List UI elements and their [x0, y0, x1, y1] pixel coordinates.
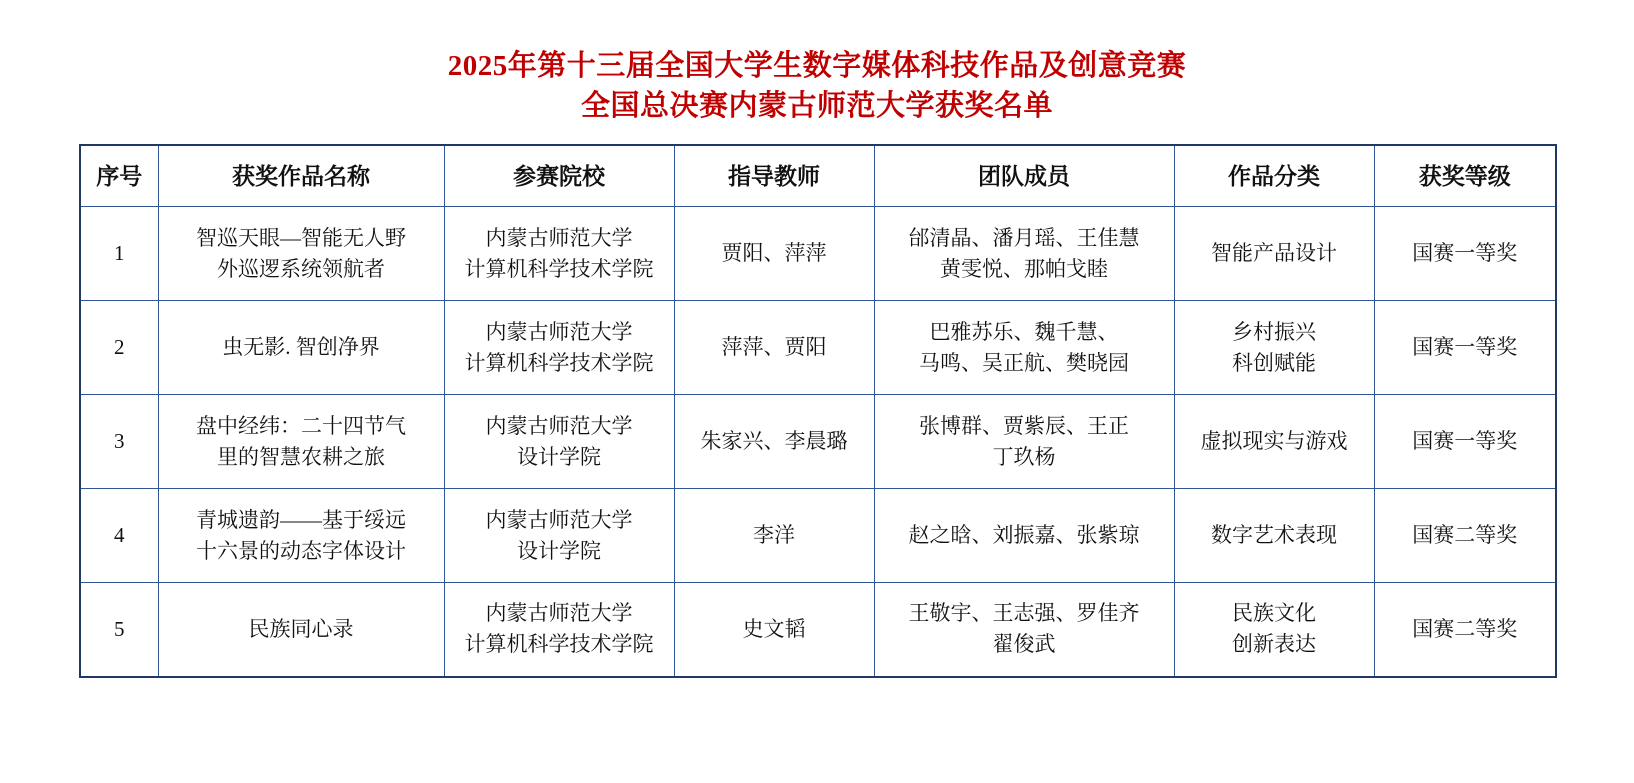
- cell-teacher: [674, 207, 874, 301]
- table-row: [80, 301, 1556, 395]
- school-line-1: 内蒙古师范大学: [485, 507, 633, 532]
- cell-work-name: [158, 489, 444, 583]
- cell-teacher: [674, 489, 874, 583]
- school-line-1: 内蒙古师范大学: [485, 319, 633, 344]
- category-line-1: 数字艺术表现: [1211, 523, 1337, 547]
- members-line-1: 巴雅苏乐、魏千慧、: [929, 319, 1119, 344]
- table-row: [80, 489, 1556, 583]
- school-line-1: 内蒙古师范大学: [485, 601, 633, 626]
- members-line-2: 翟俊武: [992, 632, 1056, 657]
- work-name-line-1: 民族同心录: [248, 616, 354, 641]
- table-header-row: [80, 145, 1556, 207]
- school-line-2: 计算机科学技术学院: [464, 350, 654, 375]
- school-line-1: 内蒙古师范大学: [485, 225, 633, 250]
- school-line-2: 设计学院: [517, 538, 601, 563]
- column-header-members: 团队成员: [874, 145, 1174, 207]
- award-table: [79, 144, 1557, 678]
- cell-index: 1: [80, 207, 158, 301]
- cell-category: [1174, 301, 1374, 395]
- cell-members: [874, 395, 1174, 489]
- document-title: [0, 0, 1634, 126]
- column-header-work-name: 获奖作品名称: [158, 145, 444, 207]
- category-line-1: 虚拟现实与游戏: [1200, 429, 1348, 453]
- teacher-line-1: 贾阳、萍萍: [721, 241, 827, 265]
- cell-work-name: [158, 583, 444, 677]
- category-line-2: 创新表达: [1232, 632, 1316, 657]
- teacher-line-1: 朱家兴、李晨璐: [700, 429, 848, 453]
- cell-members: [874, 207, 1174, 301]
- cell-teacher: [674, 395, 874, 489]
- members-line-2: 丁玖杨: [992, 444, 1056, 469]
- cell-category: [1174, 395, 1374, 489]
- school-line-2: 设计学院: [517, 444, 601, 469]
- cell-school: [444, 583, 674, 677]
- work-name-line-1: 虫无影. 智创净界: [222, 335, 380, 359]
- category-line-2: 科创赋能: [1232, 350, 1316, 375]
- category-line-1: 智能产品设计: [1211, 241, 1337, 265]
- award-table-wrapper: [79, 144, 1555, 678]
- work-name-line-2: 十六景的动态字体设计: [196, 538, 406, 563]
- cell-index: 3: [80, 395, 158, 489]
- column-header-level: 获奖等级: [1374, 145, 1556, 207]
- table-row: [80, 583, 1556, 677]
- cell-level: 国赛二等奖: [1374, 489, 1556, 583]
- cell-category: [1174, 489, 1374, 583]
- work-name-line-1: 智巡天眼—智能无人野: [196, 225, 406, 250]
- teacher-line-1: 史文韬: [742, 616, 806, 641]
- cell-school: [444, 207, 674, 301]
- column-header-category: 作品分类: [1174, 145, 1374, 207]
- cell-level: 国赛一等奖: [1374, 301, 1556, 395]
- work-name-line-2: 外巡逻系统领航者: [217, 256, 385, 281]
- category-line-1: 乡村振兴: [1232, 319, 1316, 344]
- work-name-line-1: 青城遗韵——基于绥远: [196, 507, 406, 532]
- members-line-1: 邰清晶、潘月瑶、王佳慧: [908, 225, 1140, 250]
- members-line-1: 张博群、贾紫辰、王正: [919, 413, 1129, 438]
- cell-index: 2: [80, 301, 158, 395]
- cell-school: [444, 489, 674, 583]
- cell-index: 5: [80, 583, 158, 677]
- work-name-line-2: 里的智慧农耕之旅: [217, 444, 385, 469]
- title-line-1: 2025年第十三届全国大学生数字媒体科技作品及创意竞赛: [447, 50, 1187, 82]
- cell-school: [444, 301, 674, 395]
- cell-category: [1174, 583, 1374, 677]
- school-line-2: 计算机科学技术学院: [464, 256, 654, 281]
- cell-level: 国赛二等奖: [1374, 583, 1556, 677]
- cell-index: 4: [80, 489, 158, 583]
- cell-members: [874, 583, 1174, 677]
- members-line-1: 王敬宇、王志强、罗佳齐: [908, 601, 1140, 626]
- cell-level: 国赛一等奖: [1374, 207, 1556, 301]
- cell-members: [874, 301, 1174, 395]
- cell-level: 国赛一等奖: [1374, 395, 1556, 489]
- members-line-1: 赵之晗、刘振嘉、张紫琼: [908, 523, 1140, 547]
- title-line-2: 全国总决赛内蒙古师范大学获奖名单: [580, 90, 1053, 122]
- cell-teacher: [674, 301, 874, 395]
- cell-work-name: [158, 301, 444, 395]
- cell-work-name: [158, 395, 444, 489]
- column-header-index: 序号: [80, 145, 158, 207]
- cell-category: [1174, 207, 1374, 301]
- table-row: [80, 207, 1556, 301]
- work-name-line-1: 盘中经纬：二十四节气: [196, 413, 406, 438]
- school-line-2: 计算机科学技术学院: [464, 632, 654, 657]
- teacher-line-1: 李洋: [753, 523, 795, 547]
- members-line-2: 马鸣、吴正航、樊晓园: [919, 350, 1129, 375]
- school-line-1: 内蒙古师范大学: [485, 413, 633, 438]
- column-header-teacher: 指导教师: [674, 145, 874, 207]
- column-header-school: 参赛院校: [444, 145, 674, 207]
- cell-work-name: [158, 207, 444, 301]
- cell-teacher: [674, 583, 874, 677]
- table-row: [80, 395, 1556, 489]
- cell-school: [444, 395, 674, 489]
- members-line-2: 黄雯悦、那帕戈睦: [940, 256, 1108, 281]
- teacher-line-1: 萍萍、贾阳: [721, 335, 827, 359]
- cell-members: [874, 489, 1174, 583]
- category-line-1: 民族文化: [1232, 601, 1316, 626]
